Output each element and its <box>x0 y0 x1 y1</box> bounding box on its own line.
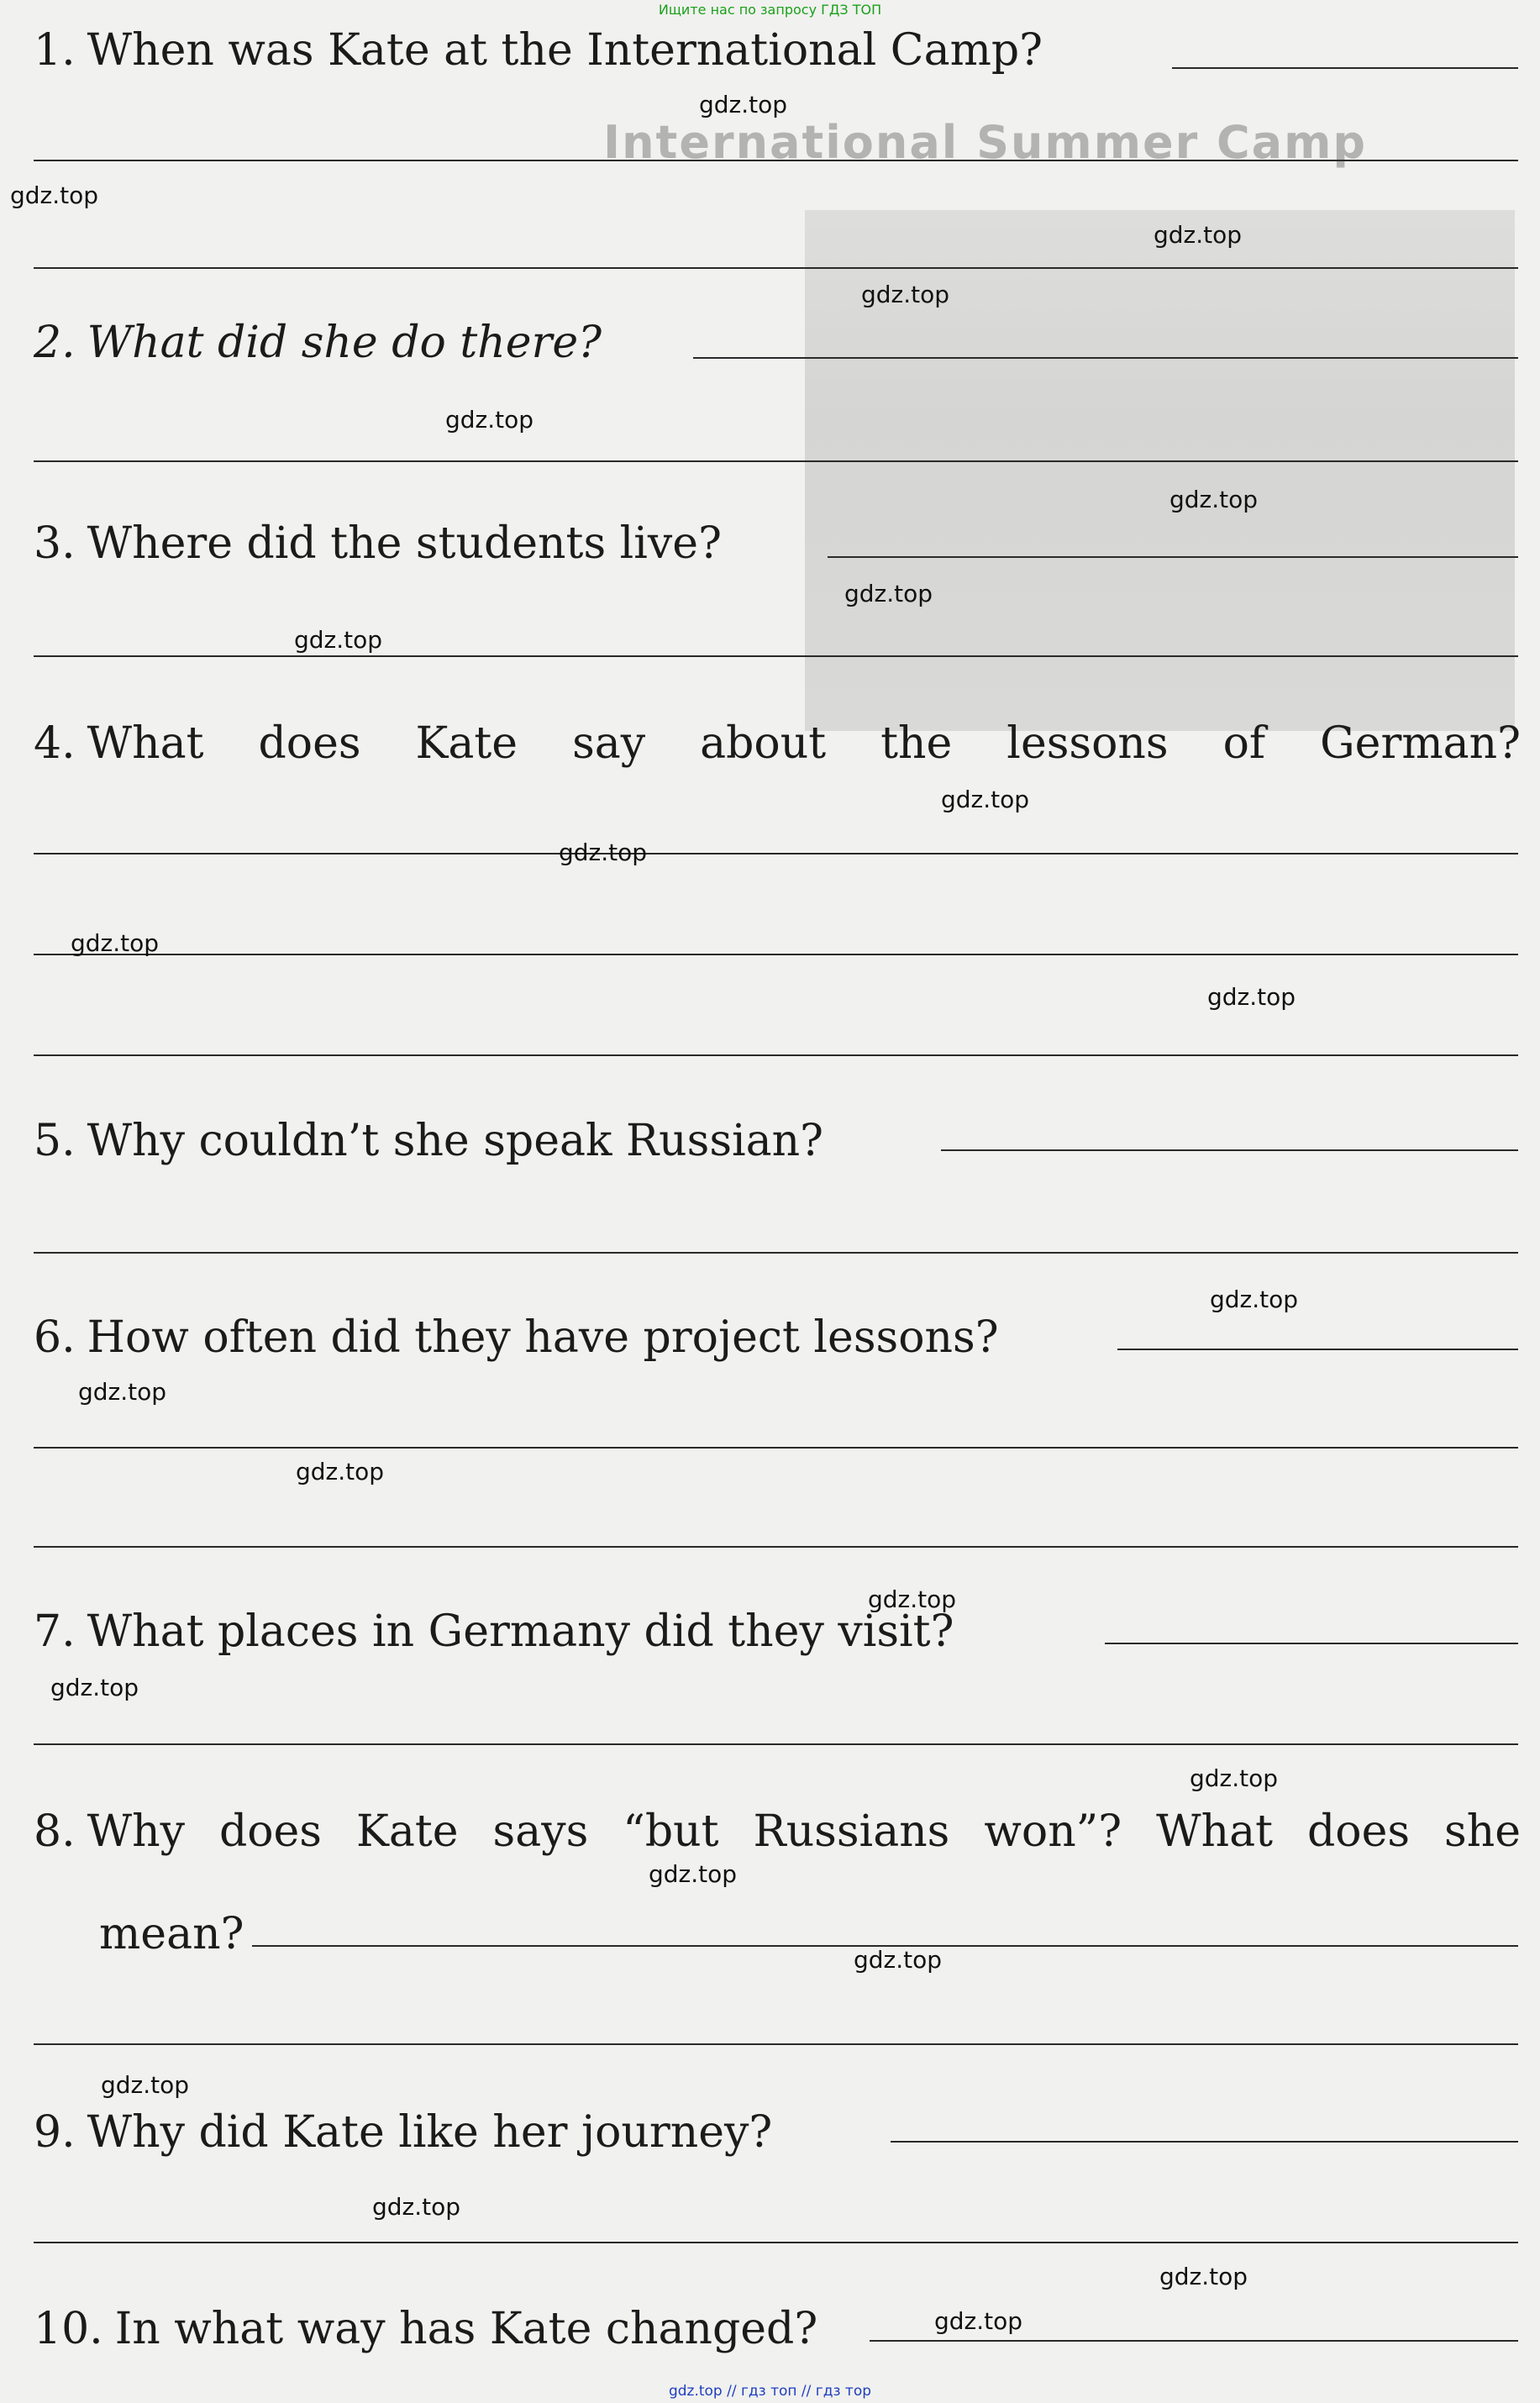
watermark: gdz.top <box>559 839 648 866</box>
background-title: International Summer Camp <box>603 116 1368 169</box>
question-text: When was Kate at the International Camp? <box>87 25 1043 76</box>
watermark: gdz.top <box>861 281 950 308</box>
watermark: gdz.top <box>934 2307 1023 2335</box>
question-5 <box>34 1116 823 1166</box>
question-text: In what way has Kate changed? <box>114 2304 818 2354</box>
question-number: 8. <box>34 1806 76 1857</box>
answer-line[interactable] <box>34 1054 1518 1056</box>
watermark: gdz.top <box>1154 221 1243 249</box>
watermark: gdz.top <box>844 580 933 607</box>
top-banner[interactable]: Ищите нас по запросу ГДЗ ТОП <box>658 2 882 18</box>
question-text: Where did the students live? <box>87 518 722 569</box>
answer-line[interactable] <box>891 2141 1518 2143</box>
watermark: gdz.top <box>78 1378 167 1406</box>
answer-line[interactable] <box>34 1743 1518 1745</box>
answer-line[interactable] <box>34 853 1518 854</box>
watermark: gdz.top <box>1169 486 1259 513</box>
answer-line[interactable] <box>34 2043 1518 2045</box>
answer-line[interactable] <box>941 1149 1518 1151</box>
answer-line[interactable] <box>1105 1643 1518 1644</box>
question-text: What places in Germany did they visit? <box>87 1606 954 1657</box>
watermark: gdz.top <box>868 1585 957 1613</box>
watermark: gdz.top <box>699 91 788 118</box>
question-7 <box>34 1606 954 1657</box>
watermark: gdz.top <box>649 1860 738 1888</box>
watermark: gdz.top <box>101 2071 190 2099</box>
watermark: gdz.top <box>941 786 1030 813</box>
answer-line[interactable] <box>34 655 1518 657</box>
answer-line[interactable] <box>34 954 1518 955</box>
question-10 <box>34 2304 817 2354</box>
watermark: gdz.top <box>1190 1764 1279 1792</box>
question-2 <box>34 318 602 368</box>
question-number: 9. <box>34 2107 76 2158</box>
question-number: 2. <box>34 318 76 368</box>
question-text: How often did they have project lessons? <box>87 1312 999 1363</box>
question-text: What did she do there? <box>87 318 602 368</box>
watermark: gdz.top <box>854 1946 943 1974</box>
question-text: Why couldn’t she speak Russian? <box>87 1116 824 1166</box>
answer-line[interactable] <box>34 160 1518 161</box>
answer-line[interactable] <box>34 267 1518 269</box>
question-4 <box>34 718 1521 769</box>
answer-line[interactable] <box>34 2242 1518 2243</box>
answer-line[interactable] <box>34 1447 1518 1449</box>
question-text: What does Kate say about the lessons of German? <box>87 718 1521 769</box>
watermark: gdz.top <box>372 2193 461 2221</box>
watermark: gdz.top <box>294 626 383 654</box>
answer-line[interactable] <box>870 2340 1518 2342</box>
question-1 <box>34 25 1043 76</box>
question-number: 1. <box>34 25 76 76</box>
question-8 <box>34 1806 1521 1857</box>
question-number: 4. <box>34 718 76 769</box>
answer-line[interactable] <box>34 1252 1518 1254</box>
footer-links[interactable]: gdz.top // гдз топ // гдз тор <box>668 2383 872 2400</box>
question-number: 3. <box>34 518 76 569</box>
question-number: 7. <box>34 1606 76 1657</box>
watermark: gdz.top <box>10 181 99 209</box>
question-number: 6. <box>34 1312 76 1363</box>
question-number: 10. <box>34 2304 103 2354</box>
question-6 <box>34 1312 999 1363</box>
question-text: Why does Kate says “but Russians won”? What does she <box>87 1806 1521 1857</box>
watermark: gdz.top <box>50 1674 139 1701</box>
answer-line[interactable] <box>34 460 1518 462</box>
answer-line[interactable] <box>1172 67 1518 69</box>
watermark: gdz.top <box>296 1458 385 1485</box>
watermark: gdz.top <box>1210 1286 1299 1313</box>
watermark: gdz.top <box>71 929 160 957</box>
question-number: 5. <box>34 1116 76 1166</box>
question-9 <box>34 2107 772 2158</box>
question-text: mean? <box>99 1909 244 1959</box>
answer-line[interactable] <box>693 357 1518 359</box>
answer-line[interactable] <box>828 556 1518 558</box>
watermark: gdz.top <box>1159 2263 1248 2290</box>
watermark: gdz.top <box>445 406 534 434</box>
question-8-continuation <box>99 1909 244 1959</box>
question-text: Why did Kate like her journey? <box>87 2107 773 2158</box>
watermark: gdz.top <box>1207 983 1296 1011</box>
question-3 <box>34 518 722 569</box>
answer-line[interactable] <box>34 1546 1518 1548</box>
answer-line[interactable] <box>1117 1349 1518 1350</box>
